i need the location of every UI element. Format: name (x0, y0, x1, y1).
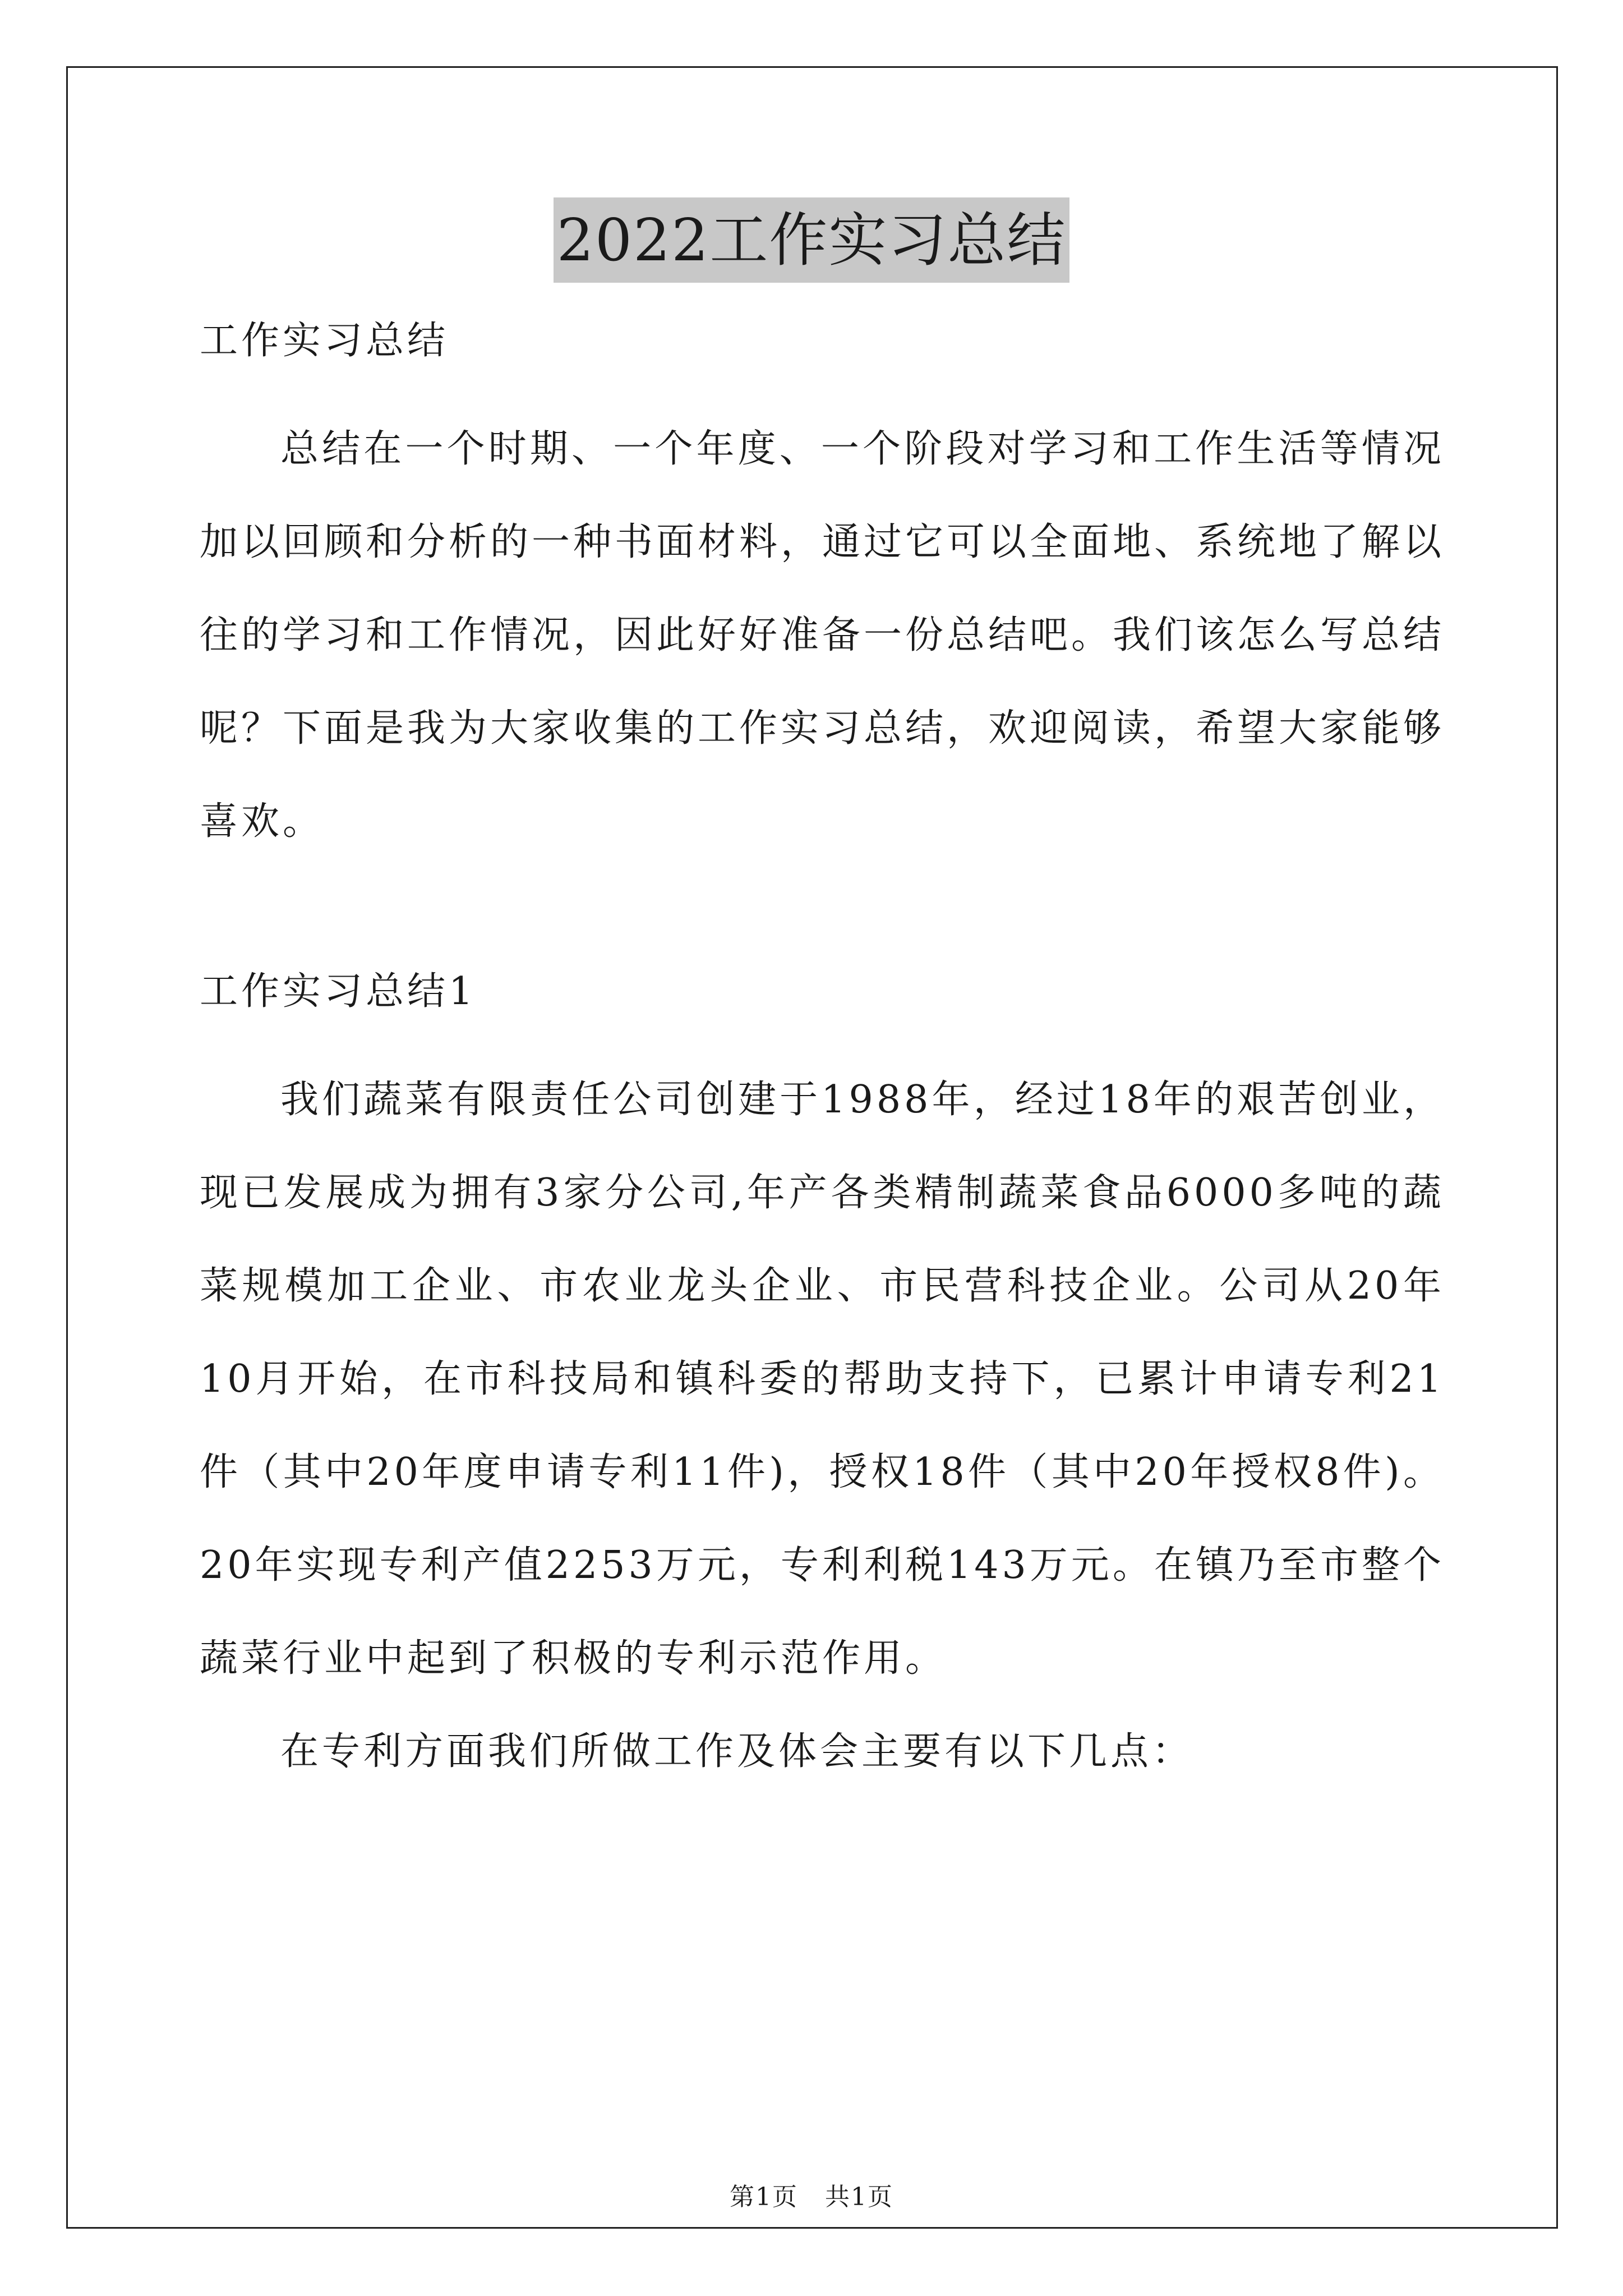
spacer (200, 1031, 1445, 1053)
spacer (200, 868, 1445, 953)
document-body (200, 302, 1445, 1798)
spacer (200, 380, 1445, 403)
subtitle-heading: 工作实习总结 (200, 319, 449, 363)
document-title: 2022工作实习总结 (554, 197, 1070, 283)
page-footer: 第1页 共1页 (730, 2183, 893, 2211)
title-container (0, 197, 1623, 283)
section-heading: 工作实习总结1 (200, 969, 477, 1014)
section-paragraph: 我们蔬菜有限责任公司创建于1988年，经过18年的艰苦创业，现已发展成为拥有3家分公司,年产各类精制蔬菜食品6000多吨的蔬菜规模加工企业、市农业龙头企业、市民营科技企业。公司从20年10月开始，在市科技局和镇科委的帮助支持下，已累计申请专利21件（其中20年度申请专利11件)，授权18件（其中20年授权8件)。20年实现专利产值2253万元，专利利税143万元。在镇乃至市整个蔬菜行业中起到了积极的专利示范作用。 (200, 1078, 1445, 1681)
section-paragraph: 在专利方面我们所做工作及体会主要有以下几点： (280, 1729, 1194, 1774)
intro-paragraph: 总结在一个时期、一个年度、一个阶段对学习和工作生活等情况加以回顾和分析的一种书面材料，通过它可以全面地、系统地了解以往的学习和工作情况，因此好好准备一份总结吧。我们该怎么写总结呢？下面是我为大家收集的工作实习总结，欢迎阅读，希望大家能够喜欢。 (200, 427, 1445, 844)
